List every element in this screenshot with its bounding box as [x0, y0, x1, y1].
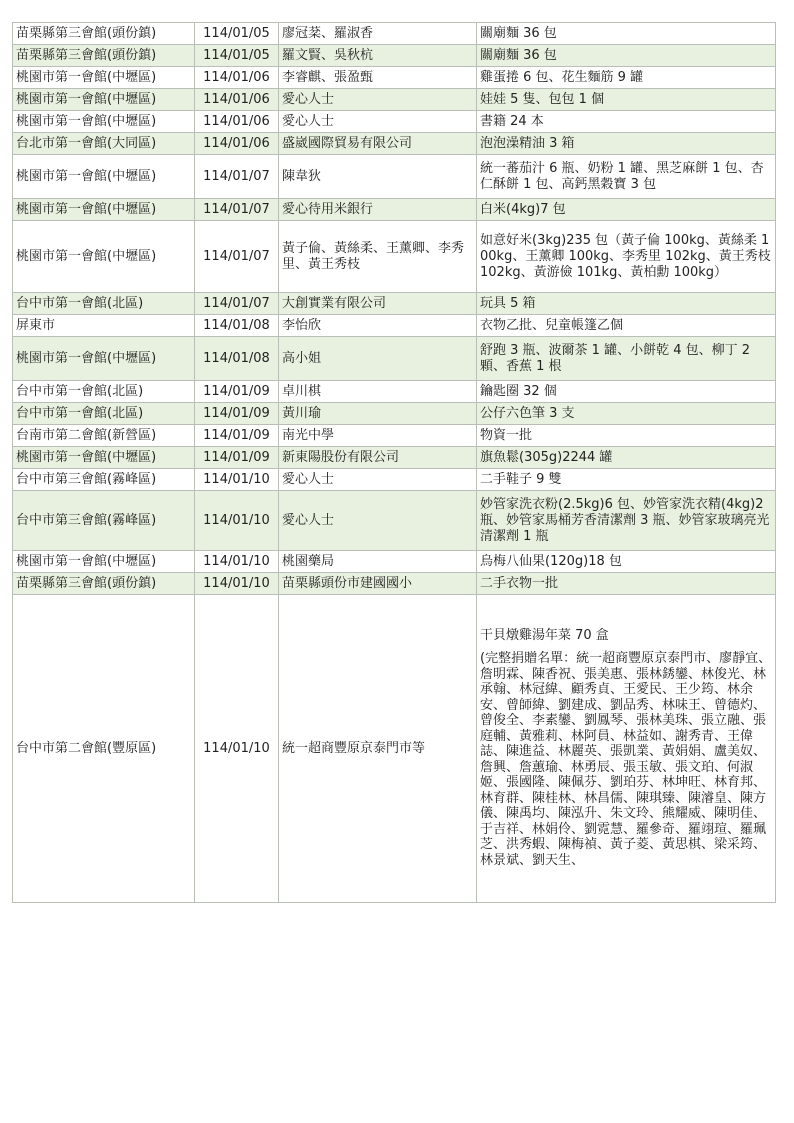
item-text: 雞蛋捲 6 包、花生麵筋 9 罐: [480, 69, 644, 85]
items-cell: [477, 381, 776, 403]
item-text: 干貝燉雞湯年菜 70 盒: [480, 627, 609, 643]
table-row: [13, 491, 776, 551]
location-cell: 桃園市第一會館(中壢區): [13, 155, 195, 199]
location-cell: 苗栗縣第三會館(頭份鎮): [13, 45, 195, 67]
items-cell: [477, 315, 776, 337]
date-cell: 114/01/07: [195, 199, 279, 221]
location-cell: 苗栗縣第三會館(頭份鎮): [13, 23, 195, 45]
location-cell: 桃園市第一會館(中壢區): [13, 89, 195, 111]
date-cell: 114/01/09: [195, 403, 279, 425]
donation-table-body: [13, 23, 776, 903]
items-cell: [477, 447, 776, 469]
items-cell: [477, 67, 776, 89]
items-cell: [477, 23, 776, 45]
table-row: [13, 293, 776, 315]
items-cell: [477, 89, 776, 111]
items-cell: [477, 403, 776, 425]
table-row: [13, 337, 776, 381]
items-cell: [477, 293, 776, 315]
item-text: 妙管家洗衣粉(2.5kg)6 包、妙管家洗衣精(4kg)2 瓶、妙管家馬桶芳香清潔劑 3 瓶、妙管家玻璃亮光清潔劑 1 瓶: [480, 496, 770, 544]
table-row: [13, 45, 776, 67]
donor-cell: 愛心人士: [279, 491, 477, 551]
item-text: 衣物乙批、兒童帳篷乙個: [480, 317, 624, 333]
table-row: [13, 573, 776, 595]
donor-cell: 高小姐: [279, 337, 477, 381]
table-row: [13, 425, 776, 447]
items-cell: [477, 221, 776, 293]
donor-cell: 羅文賢、吳秋杭: [279, 45, 477, 67]
date-cell: 114/01/09: [195, 381, 279, 403]
item-text: 統一蕃茄汁 6 瓶、奶粉 1 罐、黑芝麻餅 1 包、杏仁酥餅 1 包、高鈣黑穀寶 3 包: [480, 160, 764, 192]
items-cell: [477, 469, 776, 491]
location-cell: 台中市第三會館(霧峰區): [13, 491, 195, 551]
donor-cell: 大創實業有限公司: [279, 293, 477, 315]
items-cell: [477, 155, 776, 199]
date-cell: 114/01/07: [195, 293, 279, 315]
items-cell: [477, 133, 776, 155]
table-row: [13, 199, 776, 221]
item-text: 物資一批: [480, 427, 533, 443]
item-text: 白米(4kg)7 包: [480, 201, 566, 217]
items-cell: [477, 573, 776, 595]
donor-cell: 苗栗縣頭份市建國國小: [279, 573, 477, 595]
location-cell: 苗栗縣第三會館(頭份鎮): [13, 573, 195, 595]
item-text: 二手鞋子 9 雙: [480, 471, 562, 487]
donor-cell: 桃園藥局: [279, 551, 477, 573]
location-cell: 桃園市第一會館(中壢區): [13, 199, 195, 221]
date-cell: 114/01/06: [195, 89, 279, 111]
table-row: [13, 381, 776, 403]
items-cell: [477, 111, 776, 133]
location-cell: 台北市第一會館(大同區): [13, 133, 195, 155]
items-cell: [477, 199, 776, 221]
donor-cell: 南光中學: [279, 425, 477, 447]
item-text: 關廟麵 36 包: [480, 47, 557, 63]
item-text: 公仔六色筆 3 支: [480, 405, 575, 421]
location-cell: 桃園市第一會館(中壢區): [13, 337, 195, 381]
donor-cell: 統一超商豐原京泰門市等: [279, 595, 477, 903]
donor-cell: 廖冠棻、羅淑香: [279, 23, 477, 45]
date-cell: 114/01/08: [195, 315, 279, 337]
items-cell: [477, 491, 776, 551]
item-text: 旗魚鬆(305g)2244 罐: [480, 449, 613, 465]
item-text: 烏梅八仙果(120g)18 包: [480, 553, 622, 569]
item-text: 泡泡澡精油 3 箱: [480, 135, 575, 151]
item-text: 書籍 24 本: [480, 113, 544, 129]
items-cell: [477, 425, 776, 447]
location-cell: 桃園市第一會館(中壢區): [13, 551, 195, 573]
location-cell: 桃園市第一會館(中壢區): [13, 447, 195, 469]
donor-cell: 李睿麒、張盈甄: [279, 67, 477, 89]
location-cell: 桃園市第一會館(中壢區): [13, 221, 195, 293]
table-row: [13, 155, 776, 199]
item-text: 關廟麵 36 包: [480, 25, 557, 41]
table-row: [13, 67, 776, 89]
table-row: [13, 595, 776, 903]
table-row: [13, 89, 776, 111]
donor-cell: 盛崴國際貿易有限公司: [279, 133, 477, 155]
location-cell: 台南市第二會館(新營區): [13, 425, 195, 447]
location-cell: 台中市第一會館(北區): [13, 381, 195, 403]
donor-cell: 愛心待用米銀行: [279, 199, 477, 221]
items-cell: [477, 337, 776, 381]
location-cell: 桃園市第一會館(中壢區): [13, 111, 195, 133]
donor-cell: 愛心人士: [279, 89, 477, 111]
table-row: [13, 315, 776, 337]
donor-cell: 愛心人士: [279, 469, 477, 491]
table-row: [13, 469, 776, 491]
location-cell: 台中市第二會館(豐原區): [13, 595, 195, 903]
table-row: [13, 23, 776, 45]
item-text: 娃娃 5 隻、包包 1 個: [480, 91, 605, 107]
date-cell: 114/01/08: [195, 337, 279, 381]
item-text: 如意好米(3kg)235 包（黃子倫 100kg、黃絲柔 100kg、王薰卿 100kg、李秀里 102kg、黃王秀枝 102kg、黃游儉 101kg、黃柏勳 100kg）: [480, 232, 771, 280]
date-cell: 114/01/05: [195, 45, 279, 67]
item-text: (完整捐贈名單：統一超商豐原京泰門市、廖靜宜、詹明霖、陳香祝、張美惠、張林銹鑾、林俊光、林承翰、林冠緯、顧秀貞、王愛民、王少筠、林余安、曾師緯、劉建成、劉品秀、林味王、曾德灼、曾俊全、李素鑾、劉鳳琴、張林美珠、張立融、張庭輔、黃雅莉、林阿員、林益如、謝秀青、王偉誌、陳進益、林麗英、張凱業、黃娟娟、盧美奴、詹興、詹蕙瑜、林勇辰、張玉敏、張文珀、何淑姬、張國隆、陳佩芬、劉珀芬、林坤旺、林育邦、林育群、陳桂林、林昌儒、陳琪臻、陳濬皇、陳方儀、陳禹均、陳泓升、朱文玲、熊耀威、陳明佳、于吉祥、林娟伶、劉霓慧、羅參奇、羅翊瑄、羅珮芝、洪秀蝦、陳梅禎、黃子菱、黃思棋、梁采筠、林景斌、劉天生、: [480, 651, 772, 868]
items-cell: [477, 45, 776, 67]
donor-cell: 新東陽股份有限公司: [279, 447, 477, 469]
table-row: [13, 111, 776, 133]
date-cell: 114/01/07: [195, 221, 279, 293]
date-cell: 114/01/10: [195, 595, 279, 903]
date-cell: 114/01/10: [195, 491, 279, 551]
donor-cell: 李怡欣: [279, 315, 477, 337]
date-cell: 114/01/10: [195, 573, 279, 595]
date-cell: 114/01/06: [195, 111, 279, 133]
location-cell: 台中市第三會館(霧峰區): [13, 469, 195, 491]
date-cell: 114/01/09: [195, 425, 279, 447]
donor-cell: 愛心人士: [279, 111, 477, 133]
item-text: 二手衣物一批: [480, 575, 559, 591]
location-cell: 屏東市: [13, 315, 195, 337]
location-cell: 桃園市第一會館(中壢區): [13, 67, 195, 89]
table-row: [13, 551, 776, 573]
location-cell: 台中市第一會館(北區): [13, 403, 195, 425]
item-text: 鑰匙圈 32 個: [480, 383, 557, 399]
items-cell: [477, 551, 776, 573]
donor-cell: 黃川瑜: [279, 403, 477, 425]
date-cell: 114/01/10: [195, 551, 279, 573]
date-cell: 114/01/10: [195, 469, 279, 491]
table-row: [13, 447, 776, 469]
table-row: [13, 403, 776, 425]
table-row: [13, 221, 776, 293]
date-cell: 114/01/05: [195, 23, 279, 45]
date-cell: 114/01/06: [195, 67, 279, 89]
date-cell: 114/01/07: [195, 155, 279, 199]
donation-table: [12, 22, 776, 903]
table-row: [13, 133, 776, 155]
item-text: 玩具 5 箱: [480, 295, 536, 311]
location-cell: 台中市第一會館(北區): [13, 293, 195, 315]
item-text: 舒跑 3 瓶、波爾茶 1 罐、小餅乾 4 包、柳丁 2 顆、香蕉 1 根: [480, 342, 751, 374]
donor-cell: 陳韋狄: [279, 155, 477, 199]
items-cell: [477, 595, 776, 903]
donor-cell: 卓川棋: [279, 381, 477, 403]
donor-cell: 黃子倫、黃絲柔、王薰卿、李秀里、黃王秀枝: [279, 221, 477, 293]
date-cell: 114/01/09: [195, 447, 279, 469]
date-cell: 114/01/06: [195, 133, 279, 155]
